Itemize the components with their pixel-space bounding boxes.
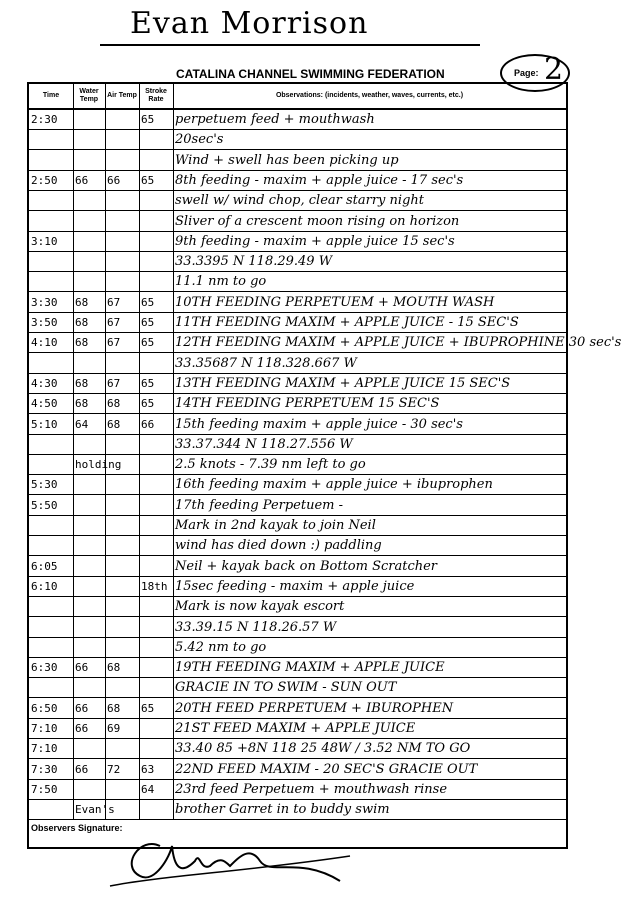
air-temp-cell: 68	[107, 701, 121, 715]
water-temp-cell: Evan's	[75, 803, 115, 817]
time-cell	[31, 272, 71, 291]
log-row	[29, 130, 566, 150]
time-cell	[31, 212, 71, 231]
air-temp-cell	[107, 232, 135, 251]
time-cell: 5:50	[31, 498, 58, 512]
time-cell	[31, 536, 71, 555]
log-row	[29, 354, 566, 374]
stroke-rate-cell	[141, 638, 169, 657]
water-temp-cell: 68	[75, 397, 89, 411]
air-temp-cell: 67	[107, 295, 121, 309]
water-temp-cell	[75, 435, 101, 454]
time-cell	[31, 678, 71, 697]
time-cell: 4:50	[31, 397, 58, 411]
observation-cell: perpetuem feed + mouthwash	[175, 112, 375, 127]
log-row	[29, 232, 566, 252]
air-temp-cell	[107, 739, 135, 758]
log-row	[29, 577, 566, 597]
stroke-rate-cell: 64	[141, 782, 155, 796]
water-temp-cell	[75, 475, 101, 494]
stroke-rate-cell	[141, 191, 169, 210]
observation-cell: 17th feeding Perpetuem -	[175, 497, 344, 513]
observation-cell: 14TH FEEDING PERPETUEM 15 SEC'S	[175, 396, 440, 412]
observation-cell: wind has died down :) paddling	[175, 538, 382, 554]
water-temp-cell	[75, 577, 101, 596]
stroke-rate-cell	[141, 212, 169, 231]
time-cell	[31, 435, 71, 454]
time-cell: 6:30	[31, 661, 58, 675]
air-temp-cell: 66	[107, 173, 121, 187]
air-temp-cell	[107, 516, 135, 535]
water-temp-cell	[75, 110, 101, 129]
air-temp-cell	[107, 557, 135, 576]
observation-cell: swell w/ wind chop, clear starry night	[175, 193, 424, 209]
time-cell: 5:30	[31, 478, 58, 492]
observation-cell: 33.35687 N 118.328.667 W	[175, 355, 357, 371]
log-row	[29, 516, 566, 536]
air-temp-cell	[107, 354, 135, 373]
air-temp-cell	[107, 151, 135, 170]
observation-cell: 10TH FEEDING PERPETUEM + MOUTH WASH	[175, 294, 495, 310]
air-temp-cell	[107, 212, 135, 231]
observation-cell: Sliver of a crescent moon rising on horizon	[175, 213, 460, 229]
stroke-rate-cell	[141, 719, 169, 738]
observation-cell: 16th feeding maxim + apple juice + ibuprophen	[175, 477, 493, 493]
stroke-rate-cell	[141, 496, 169, 515]
stroke-rate-cell: 18th	[141, 579, 168, 593]
stroke-rate-cell: 65	[141, 316, 155, 329]
water-temp-cell: 66	[75, 701, 89, 715]
log-row	[29, 435, 566, 455]
log-row	[29, 699, 566, 719]
log-row	[29, 313, 566, 333]
stroke-rate-cell	[141, 800, 169, 819]
air-temp-cell	[107, 618, 135, 637]
time-cell: 6:05	[31, 559, 58, 573]
stroke-rate-cell: 65	[141, 336, 155, 350]
log-row	[29, 272, 566, 292]
air-temp-cell: 67	[107, 336, 121, 350]
air-temp-cell	[107, 191, 135, 210]
air-temp-cell: 68	[107, 661, 121, 675]
observation-cell: Neil + kayak back on Bottom Scratcher	[175, 558, 438, 574]
water-temp-cell	[75, 780, 101, 799]
air-temp-cell: 69	[107, 722, 121, 735]
log-row	[29, 536, 566, 556]
air-temp-cell: 68	[107, 397, 121, 411]
time-cell	[31, 455, 71, 474]
water-temp-cell	[75, 618, 101, 637]
water-temp-cell	[75, 130, 101, 149]
log-row	[29, 760, 566, 780]
stroke-rate-cell: 63	[141, 762, 155, 776]
stroke-rate-cell	[141, 618, 169, 637]
header-observations: Observations: (incidents, weather, waves, currents, etc.)	[173, 84, 566, 110]
water-temp-cell: 66	[75, 762, 89, 776]
observation-cell: 12TH FEEDING MAXIM + APPLE JUICE + IBUPROPHINE 30 sec's	[175, 335, 622, 351]
observation-cell: GRACIE IN TO SWIM - SUN OUT	[175, 680, 397, 696]
water-temp-cell	[75, 151, 101, 170]
time-cell	[31, 191, 71, 210]
air-temp-cell: 72	[107, 762, 121, 776]
time-cell: 4:30	[31, 376, 58, 390]
water-temp-cell: 66	[75, 722, 89, 735]
water-temp-cell	[75, 272, 101, 291]
observation-cell: 13TH FEEDING MAXIM + APPLE JUICE 15 SEC'S	[175, 375, 511, 391]
observation-cell: 19TH FEEDING MAXIM + APPLE JUICE	[175, 660, 445, 676]
observation-cell: 8th feeding - maxim + apple juice - 17 sec's	[175, 172, 464, 188]
stroke-rate-cell	[141, 272, 169, 291]
air-temp-cell	[107, 272, 135, 291]
observation-cell: Mark in 2nd kayak to join Neil	[175, 518, 376, 533]
stroke-rate-cell	[141, 739, 169, 758]
stroke-rate-cell: 66	[141, 417, 155, 431]
water-temp-cell: 68	[75, 376, 89, 390]
stroke-rate-cell	[141, 475, 169, 494]
time-cell	[31, 516, 71, 535]
stroke-rate-cell	[141, 130, 169, 149]
air-temp-cell	[107, 252, 135, 271]
time-cell: 3:50	[31, 316, 58, 329]
log-row	[29, 333, 622, 353]
log-row	[29, 374, 566, 394]
water-temp-cell	[75, 638, 101, 657]
air-temp-cell	[107, 597, 135, 616]
air-temp-cell: 67	[107, 316, 121, 329]
log-row	[29, 293, 566, 313]
header-time: Time	[29, 84, 73, 110]
observation-cell: 22ND FEED MAXIM - 20 SEC'S GRACIE OUT	[175, 761, 478, 777]
log-row	[29, 678, 566, 698]
water-temp-cell	[75, 739, 101, 758]
time-cell	[31, 354, 71, 373]
air-temp-cell	[107, 800, 135, 819]
stroke-rate-cell	[141, 455, 169, 474]
log-row	[29, 557, 566, 577]
log-row	[29, 455, 566, 475]
time-cell: 2:30	[31, 113, 58, 126]
observation-cell: 33.3395 N 118.29.49 W	[175, 254, 333, 270]
log-row	[29, 151, 566, 171]
signature-label: Observers Signature:	[31, 823, 123, 833]
observation-cell: 33.37.344 N 118.27.556 W	[175, 436, 353, 452]
stroke-rate-cell: 65	[141, 113, 155, 126]
water-temp-cell	[75, 557, 101, 576]
water-temp-cell	[75, 232, 101, 251]
swimmer-name-underline	[100, 44, 480, 46]
water-temp-cell	[75, 191, 101, 210]
log-row	[29, 394, 566, 414]
air-temp-cell	[107, 475, 135, 494]
observation-cell: 21ST FEED MAXIM + APPLE JUICE	[175, 721, 416, 736]
time-cell: 3:10	[31, 234, 58, 248]
stroke-rate-cell	[141, 516, 169, 535]
air-temp-cell	[107, 496, 135, 515]
stroke-rate-cell: 65	[141, 376, 155, 390]
log-row	[29, 597, 566, 617]
observation-cell: Wind + swell has been picking up	[175, 152, 399, 168]
water-temp-cell	[75, 516, 101, 535]
header-stroke-rate: Stroke Rate	[139, 84, 173, 110]
stroke-rate-cell: 65	[141, 397, 155, 411]
air-temp-cell: 68	[107, 417, 121, 431]
stroke-rate-cell	[141, 658, 169, 677]
time-cell: 5:10	[31, 417, 58, 431]
observation-cell: 20TH FEED PERPETUEM + IBUROPHEN	[175, 700, 454, 716]
water-temp-cell	[75, 354, 101, 373]
log-row	[29, 719, 566, 739]
header-air-temp: Air Temp	[105, 84, 139, 110]
log-row	[29, 475, 566, 495]
log-row	[29, 110, 566, 130]
water-temp-cell: 68	[75, 316, 89, 329]
time-cell: 2:50	[31, 173, 58, 187]
time-cell	[31, 597, 71, 616]
stroke-rate-cell	[141, 597, 169, 616]
log-row	[29, 415, 566, 435]
time-cell: 6:10	[31, 579, 58, 593]
stroke-rate-cell	[141, 354, 169, 373]
air-temp-cell	[107, 536, 135, 555]
time-cell	[31, 130, 71, 149]
log-row	[29, 638, 566, 658]
observation-cell: 33.39.15 N 118.26.57 W	[175, 619, 337, 635]
observation-cell: 15sec feeding - maxim + apple juice	[175, 578, 415, 594]
page-label: Page:	[514, 68, 539, 78]
log-row	[29, 618, 566, 638]
log-row	[29, 191, 566, 211]
log-row	[29, 171, 566, 191]
water-temp-cell: 66	[75, 661, 89, 675]
water-temp-cell	[75, 678, 101, 697]
stroke-rate-cell: 65	[141, 173, 155, 187]
log-row	[29, 252, 566, 272]
stroke-rate-cell	[141, 151, 169, 170]
stroke-rate-cell: 65	[141, 701, 155, 715]
time-cell	[31, 151, 71, 170]
observation-cell: 23rd feed Perpetuem + mouthwash rinse	[175, 781, 448, 797]
water-temp-cell: 68	[75, 336, 89, 350]
observation-cell: 2.5 knots - 7.39 nm left to go	[175, 457, 366, 473]
handwritten-signature	[100, 826, 400, 896]
log-row	[29, 800, 566, 820]
air-temp-cell	[107, 455, 135, 474]
air-temp-cell	[107, 130, 135, 149]
time-cell: 3:30	[31, 295, 58, 309]
stroke-rate-cell	[141, 557, 169, 576]
time-cell: 4:10	[31, 336, 58, 350]
log-row	[29, 658, 566, 678]
stroke-rate-cell	[141, 435, 169, 454]
time-cell	[31, 252, 71, 271]
stroke-rate-cell	[141, 536, 169, 555]
observation-cell: 33.40 85 +8N 118 25 48W / 3.52 NM TO GO	[175, 741, 471, 757]
observation-cell: 9th feeding - maxim + apple juice 15 sec's	[175, 233, 455, 249]
water-temp-cell	[75, 496, 101, 515]
time-cell: 6:50	[31, 701, 58, 715]
air-temp-cell	[107, 435, 135, 454]
observation-cell: 15th feeding maxim + apple juice - 30 sec's	[175, 416, 463, 432]
log-row	[29, 780, 566, 800]
air-temp-cell	[107, 678, 135, 697]
header-water-temp: Water Temp	[73, 84, 105, 110]
air-temp-cell	[107, 780, 135, 799]
log-row	[29, 739, 566, 759]
water-temp-cell: 68	[75, 295, 89, 309]
time-cell: 7:30	[31, 762, 58, 776]
observation-cell: 11TH FEEDING MAXIM + APPLE JUICE - 15 SEC'S	[175, 315, 519, 330]
water-temp-cell	[75, 536, 101, 555]
time-cell: 7:10	[31, 742, 58, 756]
water-temp-cell: 66	[75, 173, 89, 187]
water-temp-cell	[75, 212, 101, 231]
observation-form	[27, 82, 622, 849]
stroke-rate-cell	[141, 232, 169, 251]
log-row	[29, 496, 566, 516]
water-temp-cell: 64	[75, 417, 89, 431]
log-row	[29, 212, 566, 232]
time-cell: 7:50	[31, 782, 58, 796]
stroke-rate-cell	[141, 252, 169, 271]
water-temp-cell	[75, 252, 101, 271]
observation-cell: Mark is now kayak escort	[175, 599, 345, 615]
time-cell: 7:10	[31, 722, 58, 735]
water-temp-cell: holding	[75, 458, 122, 472]
observation-cell: 11.1 nm to go	[175, 274, 267, 290]
observation-cell: 20sec's	[175, 132, 224, 148]
stroke-rate-cell: 65	[141, 295, 155, 309]
air-temp-cell	[107, 638, 135, 657]
air-temp-cell	[107, 577, 135, 596]
time-cell	[31, 638, 71, 657]
time-cell	[31, 618, 71, 637]
time-cell	[31, 800, 71, 819]
water-temp-cell	[75, 597, 101, 616]
stroke-rate-cell	[141, 678, 169, 697]
air-temp-cell	[107, 110, 135, 129]
observation-cell: brother Garret in to buddy swim	[175, 802, 390, 818]
air-temp-cell: 67	[107, 376, 121, 390]
observation-cell: 5.42 nm to go	[175, 639, 267, 655]
page-number: 2	[544, 52, 564, 87]
form-title: CATALINA CHANNEL SWIMMING FEDERATION	[176, 67, 445, 81]
swimmer-name: Evan Morrison	[130, 6, 369, 41]
